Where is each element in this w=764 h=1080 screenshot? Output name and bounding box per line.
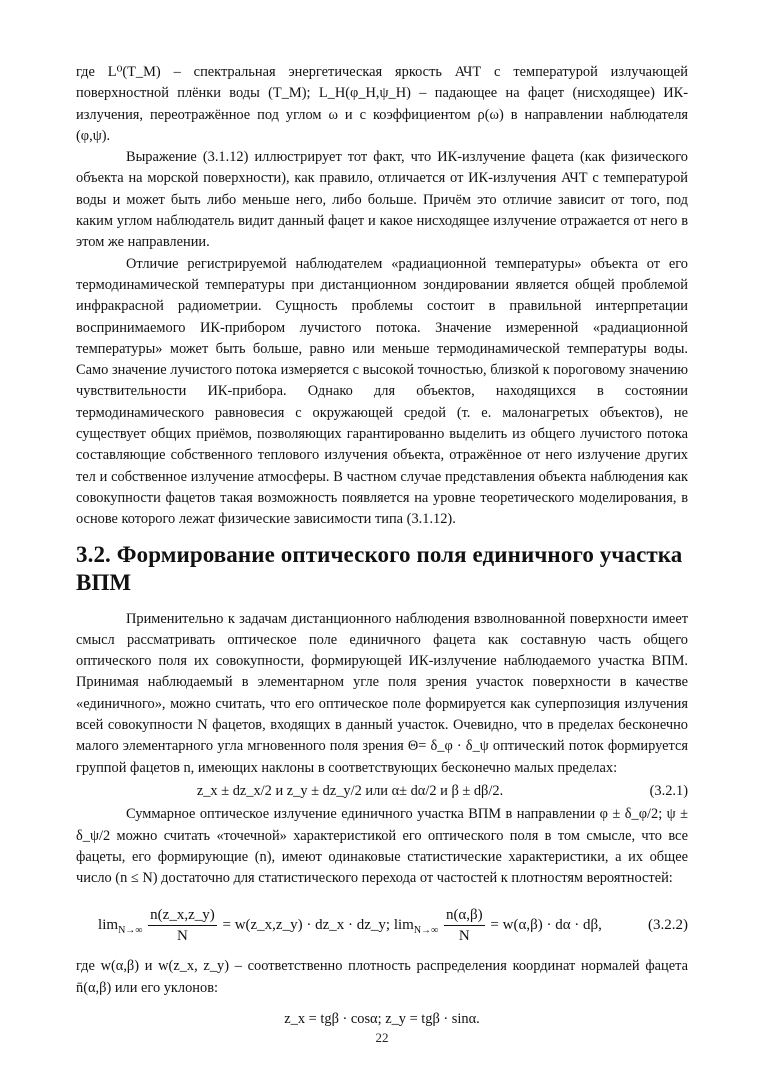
- rhs-1: = w(z_x,z_y) · dz_x · dz_y;: [222, 917, 391, 934]
- equation-3-2-2-number: (3.2.2): [648, 917, 688, 934]
- paragraph-3: Отличие регистрируемой наблюдателем «радиационной температуры» объекта от его термодинамической температуры при дистанционном зондировании является общей проблемой инфракрасной радиометрии. Сущность проблемы состоит в правильной интерпретации воспринимаемого ИК-прибором лучистого потока. Значение измеренной «радиационной температуры» может быть больше, равно или меньше термодинамической температуры воды. Само значение лучистого потока измеряется с высокой точностью, близкой к пороговому значению чувствительности ИК-прибора. Однако для объектов, находящихся в состоянии термодинамического равновесия с окружающей средой (т. е. малонагретых объектов), не существует общих приёмов, позволяющих гарантированно выделить из общего лучистого потока составляющие собственного теплового излучения объекта, отражённое от него излучение других тел и собственное излучение атмосферы. В частном случае представления объекта наблюдения как совокупности фацетов такая возможность появляется на уровне теоретического моделирования, в основе которого лежат физические зависимости типа (3.1.12).: [76, 255, 688, 528]
- fraction-2-denominator: N: [458, 928, 470, 945]
- paragraph-after-eq1: Суммарное оптическое излучение единичного участка ВПМ в направлении φ ± δ_φ/2; ψ ± δ_ψ/2 можно считать «точечной» характеристикой его оптического поля в том смысле, что все фацеты, его формирующие (n), имеют одинаковые статистические характеристики, а их общее число (n ≤ N) достаточно для статистического перехода от частостей к плотностям вероятностей:: [76, 806, 688, 887]
- page-body: [76, 62, 688, 1040]
- equation-3-2-2: [76, 905, 688, 946]
- equation-3-2-1: [76, 781, 688, 802]
- rhs-2: = w(α,β) · dα · dβ,: [490, 917, 602, 934]
- paragraph-1: где L⁰(T_М) – спектральная энергетическая яркость АЧТ с температурой излучающей поверхностной плёнки воды (T_М); L_Н(φ_Н,ψ_Н) – падающее на фацет (нисходящее) ИК-излучения, переотражённое под углом ω и с коэффициентом ρ(ω) в направлении наблюдателя (φ,ψ).: [76, 64, 688, 144]
- paragraph-2: Выражение (3.1.12) иллюстрирует тот факт, что ИК-излучение фацета (как физического объекта на морской поверхности), как правило, отличается от ИК-излучения АЧТ с температурой воды и может быть либо меньше него, либо больше. Причём это отличие зависит от того, под каким углом наблюдатель видит данный фацет и какое нисходящее излучение отражается от него в этом же направлении.: [76, 149, 688, 251]
- equation-3-2-1-number: (3.2.1): [649, 782, 688, 799]
- fraction-2: [444, 905, 485, 946]
- limit-operator-1: $\lim_{N\to\infty}$: [98, 917, 143, 937]
- page-number: 22: [375, 1030, 389, 1045]
- fraction-1-denominator: N: [177, 928, 188, 945]
- section-paragraph-1: Применительно к задачам дистанционного наблюдения взволнованной поверхности имеет смысл рассматривать оптическое поле единичного фацета как составную часть общего оптического поля их совокупности, формирующей ИК-излучение наблюдаемого участка ВПМ. Принимая наблюдаемый в элементарном угле поля зрения участок поверхности в качестве «единичного», можно считать, что его оптическое поле формируется как суперпозиция излучения всей совокупности N фацетов, входящих в данный участок. Очевидно, что в пределах бесконечно малого элементарного угла мгновенного поля зрения Θ= δ_φ · δ_ψ оптический поток формируется группой фацетов n, имеющих наклоны в соответствующих бесконечно малых пределах:: [76, 610, 688, 776]
- section-heading: 3.2. Формирование оптического поля единичного участка ВПМ: [76, 541, 683, 595]
- equation-3-2-1-body: z_x ± dz_x/2 и z_y ± dz_y/2 или α± dα/2 и β ± dβ/2.: [196, 782, 504, 799]
- paragraph-after-eq2: где w(α,β) и w(z_x, z_y) – соответственно плотность распределения координат нормалей фацета n̄(α,β) или его уклонов:: [76, 958, 688, 996]
- equation-slopes: z_x = tgβ · cosα; z_y = tgβ · sinα.: [284, 1010, 480, 1027]
- fraction-1: [148, 905, 217, 946]
- limit-operator-2: $\lim_{N\to\infty}$: [393, 917, 439, 937]
- fraction-1-numerator: n(z_x,z_y): [148, 905, 217, 926]
- equation-3-2-2-body: [76, 905, 624, 946]
- fraction-2-numerator: n(α,β): [444, 905, 485, 926]
